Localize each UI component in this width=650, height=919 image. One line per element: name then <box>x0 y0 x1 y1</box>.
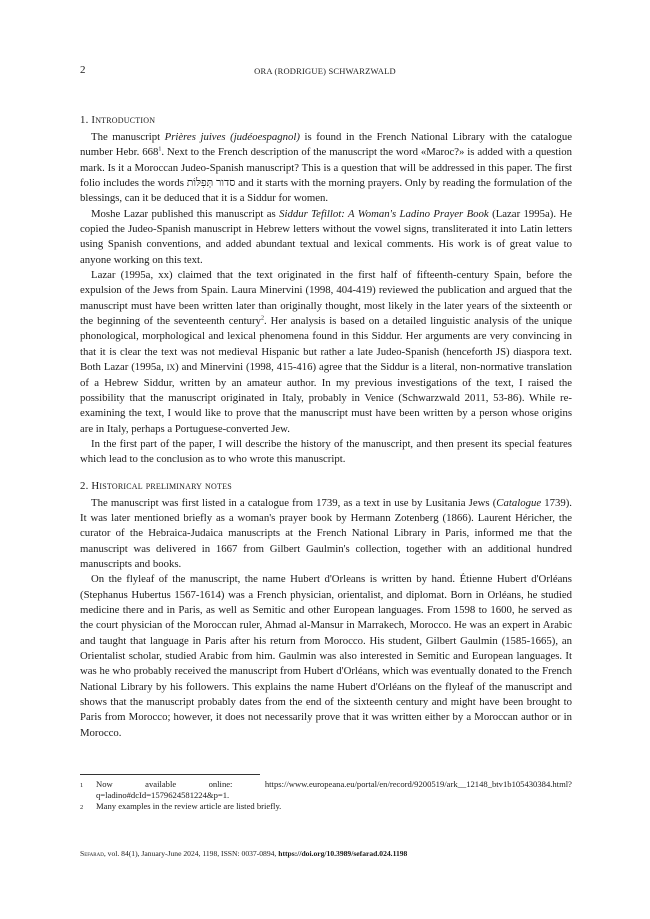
footnote-ref-2[interactable]: 2 <box>260 315 264 322</box>
doi-link[interactable]: https://doi.org/10.3989/sefarad.024.1198 <box>278 849 408 858</box>
journal-name: Sefarad <box>80 849 104 858</box>
footnote-rule <box>80 774 260 775</box>
footnote-ref-1[interactable]: 1 <box>158 146 162 153</box>
footnote-line <box>96 779 572 790</box>
catalogue-title: Catalogue <box>496 496 542 509</box>
paragraph <box>80 496 572 573</box>
footnote-url-continued[interactable]: q=ladino#dcId=1579624581224&p=1. <box>96 790 230 800</box>
paragraph: On the flyleaf of the manuscript, the name Hubert d'Orleans is written by hand. Étienne Hubert d'Orléans (Stephanus Hubertus 1567-1614) was a French physician, orientalist, and diplomat. Born in Orléans, he studied medicine there and in Paris, as well as Semitic and other European languages. From 1598 to 1600, he served as the court physician of the Moroccan ruler, Ahmad al-Mansur in Marrakech, Morocco. He was an expert in Arabic and taught that language in Paris after his return from Morocco. His student, Gilbert Gaulmin (1585-1665), an Orientalist scholar, studied Arabic from him. Gaulmin was also interested in Semitic and European languages. It was he who probably received the manuscript from Hubert d'Orléans, which was eventually donated to the French National Library by his followers. This explains the name Hubert d'Orléans on the flyleaf of the manuscript and shows that the manuscript probably dates from the end of the sixteenth century and might have been brought to Paris from Morocco; however, it does not necessarily prove that it was written either by a Moroccan author or in Morocco. <box>80 573 572 739</box>
journal-footer <box>80 849 407 858</box>
text-run: is found in the French National Library with the catalogue number Hebr. 668 <box>80 131 573 159</box>
paragraph <box>80 207 572 268</box>
paragraph <box>80 130 572 207</box>
running-head: ORA (RODRIGUE) SCHWARZWALD <box>254 66 396 76</box>
section-number: 1. <box>80 114 92 126</box>
text-run: The manuscript was first listed in a catalogue from 1739, as a text in use by Lusitania Jews ( <box>91 496 497 509</box>
paragraph <box>80 268 572 437</box>
footnote-2 <box>80 801 572 813</box>
footnote-text: Many examples in the review article are listed briefly. <box>96 801 282 811</box>
text-run: . Next to the French description of the manuscript the word «Maroc?» is added with a question mark. Is it a Moroccan Judeo-Spanish manuscript? This is a question that will be addressed in this paper. The first folio includes the words <box>80 146 572 190</box>
footnote-1 <box>80 779 572 801</box>
footnote-word: available <box>145 779 177 789</box>
section-title: Introduction <box>91 114 156 126</box>
section-heading-introduction <box>80 114 572 126</box>
journal-info: , vol. 84(1), January-June 2024, 1198, ISSN: 0037-0894, <box>103 849 279 858</box>
page-number: 2 <box>80 64 86 76</box>
article-body <box>80 114 572 741</box>
text-run: Lazar (1995a, xx) claimed that the text originated in the first half of fifteenth-century Spain, before the expulsion of the Jews from Spain. Laura Minervini (1998, 404-419) reviewed the publication and argued that the manuscript must have been written later than originally thought, most likely in the later years of the sixteenth or the beginning of the seventeenth century <box>80 269 572 328</box>
text-run: The manuscript <box>91 131 165 143</box>
footnote-word: online: <box>208 779 233 789</box>
footnotes <box>80 779 572 813</box>
text-run: . Her analysis is based on a detailed linguistic analysis of the unique phonological, morphological and lexical phenomena found in this Siddur. Her arguments are very convincing in that it is clear the text was not medieval Hispanic but rather a late Judeo-Spanish (henceforth JS) diaspora text. Both Lazar (1995a, <box>80 315 572 374</box>
paragraph: In the first part of the paper, I will describe the history of the manuscript, and then present its special features which lead to the conclusion as to who wrote this manuscript. <box>80 437 572 466</box>
text-run: Moshe Lazar published this manuscript as <box>91 207 280 220</box>
hebrew-words: סדור תְּפִלּוֹת <box>186 177 236 190</box>
roman-numeral: ix <box>166 361 176 374</box>
text-run: and it starts with the morning prayers. Only by reading the formulation of the blessings, can it be deduced that it is a Siddur for women. <box>80 177 573 205</box>
text-run: ) and Minervini (1998, 415-416) agree that the Siddur is a literal, non-normative translation of a Hebrew Siddur, written by an amateur author. In my previous investigations of the text, I raised the possibility that the manuscript originated in Italy, probably in Venice (Schwarzwald 2011, 53-86). While re-examining the text, I would like to prove that the manuscript must have been written by a person whose origins are in Italy, perhaps a Portuguese-converted Jew. <box>80 361 572 435</box>
footnote-text <box>96 779 572 801</box>
text-run: (Lazar 1995a). He copied the Judeo-Spanish manuscript in Hebrew letters without the vowel signs, transliterated it into Latin letters using Spanish conventions, and added abundant textual and lexical comments. His work is of great value to anyone working on this text. <box>80 207 573 266</box>
footnote-mark: 1 <box>80 782 84 789</box>
section-number: 2. <box>80 479 92 492</box>
book-title: Siddur Tefillot: A Woman's Ladino Prayer Book <box>279 207 489 220</box>
footnote-mark: 2 <box>80 804 84 811</box>
footnote-word: Now <box>96 779 113 789</box>
footnote-url[interactable]: https://www.europeana.eu/portal/en/record/9200519/ark__12148_btv1b105430384.html? <box>264 779 572 789</box>
section-heading-historical <box>80 480 572 492</box>
manuscript-title: Prières juives (judéoespagnol) <box>164 131 300 143</box>
section-title: Historical preliminary notes <box>91 479 232 492</box>
text-run: 1739). It was later mentioned briefly as a woman's prayer book by Hermann Zotenberg (1866). Laurent Héricher, the curator of the Hebraica-Judaica manuscripts at the French National Library in Paris, informed me that the manuscript was delivered in 1667 from Gilbert Gaulmin's collection, together with an additional hundred manuscripts and books. <box>80 496 572 570</box>
